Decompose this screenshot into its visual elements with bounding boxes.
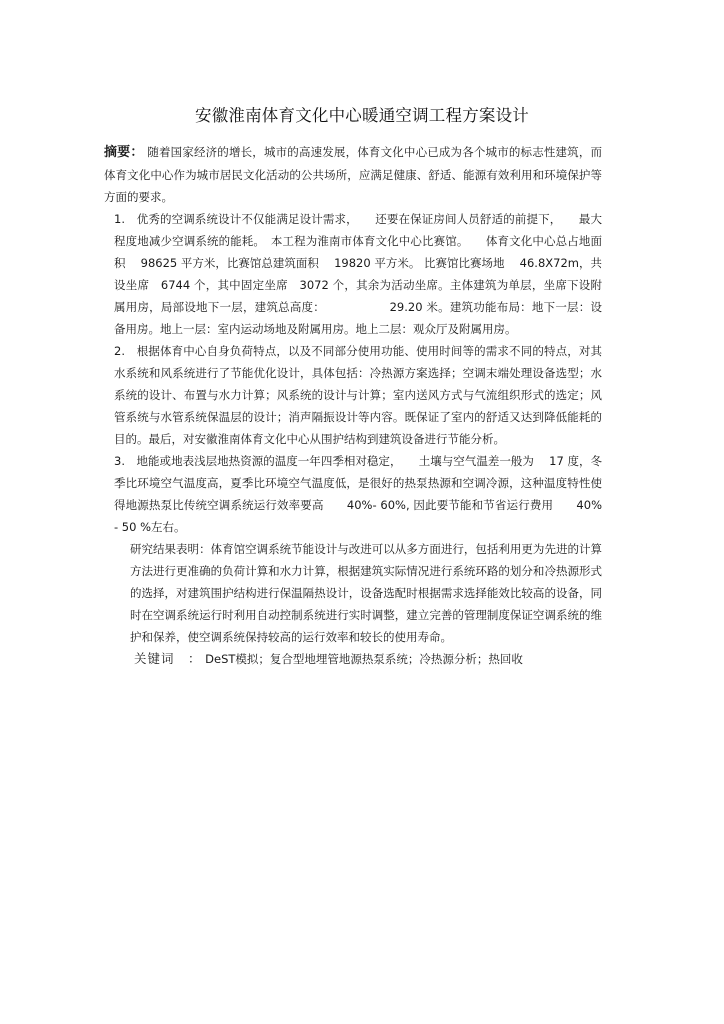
paragraph-1: 1. 优秀的空调系统设计不仅能满足设计需求， 还要在保证房间人员舒适的前提下， 最大程度地减少空调系统的能耗。 本工程为淮南市体育文化中心比赛馆。 体育文化中心总占地面积 98625 平方米，比赛馆总建筑面积 19820 平方米。 比赛馆比赛场地 46.8X72m，共设坐席 6744 个，其中固定坐席 3072 个，其余为活动坐席。主体建筑为单层，坐席下设附属用房，局部设地下一层，建筑总高度： 29.20 米。建筑功能布局：地下一层：设备用房。地上一层：室内运动场地及附属用房。地上二层：观众厅及附属用房。 bbox=[114, 212, 602, 336]
keywords-text: DeST模拟；复合型地埋管地源热泵系统；冷热源分析；热回收 bbox=[205, 652, 523, 666]
abstract-text: 随着国家经济的增长，城市的高速发展，体育文化中心已成为各个城市的标志性建筑，而体育文化中心作为城市居民文化活动的公共场所，应满足健康、舒适、能源有效利用和环境保护等方面的要求。 bbox=[104, 145, 603, 204]
keywords-line bbox=[104, 648, 602, 670]
abstract-label: 摘要： bbox=[104, 145, 144, 160]
keywords-label: 关键词 ： bbox=[134, 651, 202, 666]
paragraph-2: 2. 根据体育中心自身负荷特点，以及不同部分使用功能、使用时间等的需求不同的特点，对其水系统和风系统进行了节能优化设计，具体包括：冷热源方案选择；空调末端处理设备选型；水系统的设计、布置与水力计算；风系统的设计与计算；室内送风方式与气流组织形式的选定；风管系统与水管系统保温层的设计；消声隔振设计等内容。既保证了室内的舒适又达到降低能耗的目的。最后，对安徽淮南体育文化中心从围护结构到建筑设备进行节能分析。 bbox=[114, 344, 602, 446]
paragraph-3: 3. 地能或地表浅层地热资源的温度一年四季相对稳定， 土壤与空气温差一般为 17 度，冬季比环境空气温度高，夏季比环境空气温度低，是很好的热泵热源和空调冷源，这种温度特性使得地源热泵比传统空调系统运行效率要高 40%- 60%, 因此要节能和节省运行费用 40% - 50 %左右。 bbox=[114, 454, 602, 534]
document-body bbox=[104, 141, 602, 670]
abstract-paragraph bbox=[104, 141, 602, 208]
document-title: 安徽淮南体育文化中心暖通空调工程方案设计 bbox=[195, 106, 529, 125]
paragraph-conclusion: 研究结果表明：体育馆空调系统节能设计与改进可以从多方面进行，包括利用更为先进的计算方法进行更准确的负荷计算和水力计算，根据建筑实际情况进行系统环路的划分和冷热源形式的选择，对建筑围护结构进行保温隔热设计，设备选配时根据需求选择能效比较高的设备，同时在空调系统运行时利用自动控制系统进行实时调整，建立完善的管理制度保证空调系统的维护和保养，使空调系统保持较高的运行效率和较长的使用寿命。 bbox=[130, 542, 602, 644]
